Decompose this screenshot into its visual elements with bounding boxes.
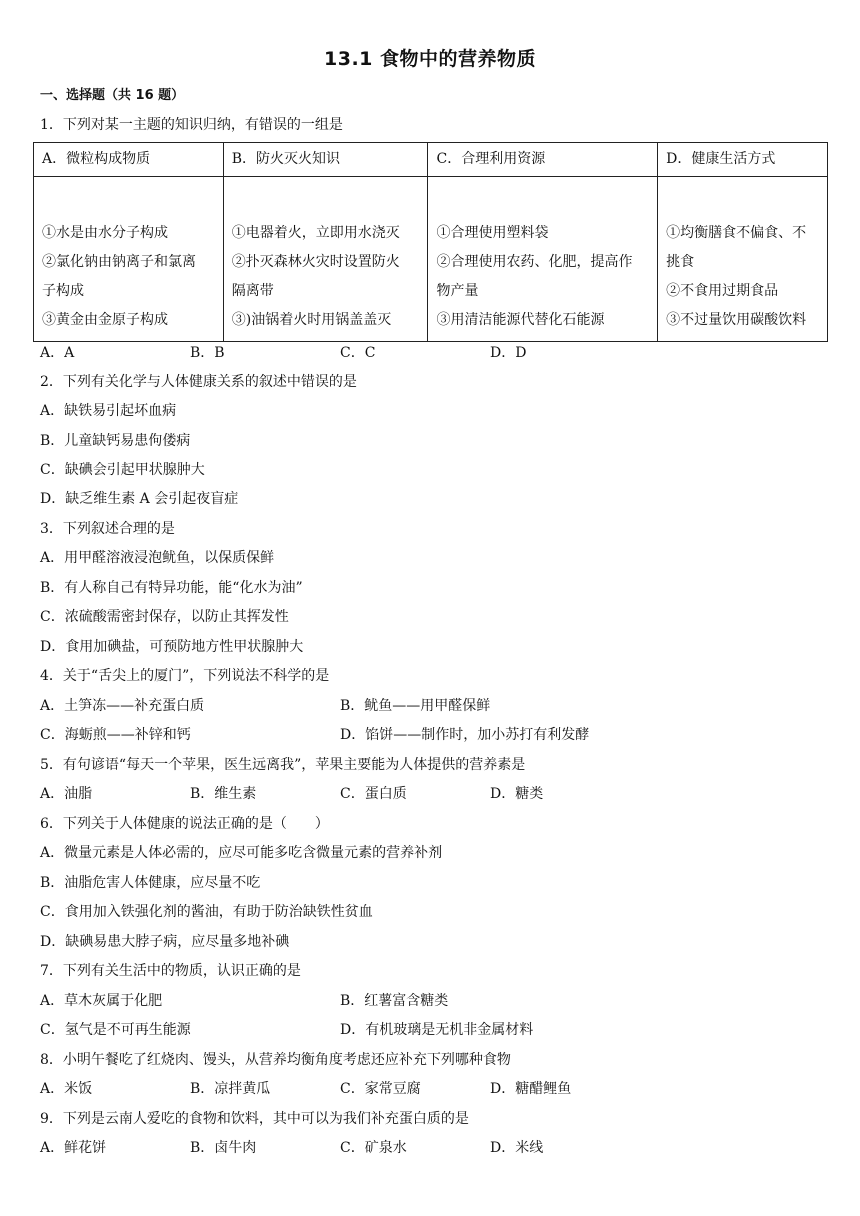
option-c[interactable]: C．浓硫酸需密封保存，以防止其挥发性 xyxy=(40,609,289,625)
option-c[interactable]: C．海蛎煎——补锌和钙 xyxy=(40,727,191,743)
question-8-stem: 8．小明午餐吃了红烧肉、馒头，从营养均衡角度考虑还应补充下列哪种食物 xyxy=(40,1052,511,1068)
cell-line: ②扑灭森林火灾时设置防火 xyxy=(231,254,400,270)
option-a[interactable]: A．用甲醛溶液浸泡鱿鱼，以保质保鲜 xyxy=(40,550,275,566)
question-5-stem: 5．有句谚语“每天一个苹果，医生远离我”，苹果主要能为人体提供的营养素是 xyxy=(40,757,526,773)
question-3-stem: 3．下列叙述合理的是 xyxy=(40,521,175,537)
option-a[interactable]: A．A xyxy=(40,345,75,361)
cell-line: 物产量 xyxy=(436,283,479,299)
option-d[interactable]: D．缺碘易患大脖子病，应尽量多地补碘 xyxy=(40,934,290,950)
knowledge-table xyxy=(33,142,828,342)
question-4-stem: 4．关于“舌尖上的厦门”，下列说法不科学的是 xyxy=(40,668,330,684)
option-a[interactable]: A．鲜花饼 xyxy=(40,1140,107,1156)
cell-line: ②不食用过期食品 xyxy=(666,283,779,299)
cell-line: 子构成 xyxy=(42,283,84,299)
option-b[interactable]: B．儿童缺钙易患佝偻病 xyxy=(40,433,191,449)
option-a[interactable]: A．微量元素是人体必需的，应尽可能多吃含微量元素的营养补剂 xyxy=(40,845,443,861)
option-b[interactable]: B．油脂危害人体健康，应尽量不吃 xyxy=(40,875,261,891)
option-d[interactable]: D．糖类 xyxy=(490,786,544,802)
question-9-stem: 9．下列是云南人爱吃的食物和饮料，其中可以为我们补充蛋白质的是 xyxy=(40,1111,469,1127)
option-c[interactable]: C．矿泉水 xyxy=(340,1140,407,1156)
cell-line: ②合理使用农药、化肥，提高作 xyxy=(436,254,633,270)
option-b[interactable]: B．卤牛肉 xyxy=(190,1140,257,1156)
option-b[interactable]: B．B xyxy=(190,345,225,361)
option-a[interactable]: A．缺铁易引起坏血病 xyxy=(40,403,177,419)
option-d[interactable]: D．糖醋鲤鱼 xyxy=(490,1081,572,1097)
page-title: 13.1 食物中的营养物质 xyxy=(324,48,536,70)
cell-line: ①水是由水分子构成 xyxy=(42,225,168,241)
cell-line: ③黄金由金原子构成 xyxy=(42,312,168,328)
cell-line: ②氯化钠由钠离子和氯离 xyxy=(42,254,196,270)
option-c[interactable]: C．缺碘会引起甲状腺肿大 xyxy=(40,462,205,478)
cell-line: 挑食 xyxy=(666,254,695,270)
table-cell-a xyxy=(34,177,224,342)
option-c[interactable]: C．氢气是不可再生能源 xyxy=(40,1022,191,1038)
table-cell-b xyxy=(223,177,428,342)
cell-line: ③)油锅着火时用锅盖盖灭 xyxy=(231,312,392,328)
option-d[interactable]: D．缺乏维生素 A 会引起夜盲症 xyxy=(40,491,239,507)
cell-line: ③用清洁能源代替化石能源 xyxy=(436,312,605,328)
option-b[interactable]: B．红薯富含糖类 xyxy=(340,993,449,1009)
option-c[interactable]: C．家常豆腐 xyxy=(340,1081,421,1097)
option-c[interactable]: C．蛋白质 xyxy=(340,786,407,802)
section-heading: 一、选择题（共 16 题） xyxy=(40,88,185,103)
question-2-stem: 2．下列有关化学与人体健康关系的叙述中错误的是 xyxy=(40,374,357,390)
option-d[interactable]: D．D xyxy=(490,345,527,361)
table-header-row xyxy=(34,143,828,177)
option-c[interactable]: C．食用加入铁强化剂的酱油，有助于防治缺铁性贫血 xyxy=(40,904,373,920)
option-a[interactable]: A．土笋冻——补充蛋白质 xyxy=(40,698,205,714)
table-header-cell: D．健康生活方式 xyxy=(658,143,828,177)
option-a[interactable]: A．草木灰属于化肥 xyxy=(40,993,163,1009)
question-1-stem: 1．下列对某一主题的知识归纳，有错误的一组是 xyxy=(40,117,343,133)
table-cell-d xyxy=(658,177,828,342)
cell-line: ①均衡膳食不偏食、不 xyxy=(666,225,807,241)
question-7-stem: 7．下列有关生活中的物质，认识正确的是 xyxy=(40,963,301,979)
table-header-cell: C．合理利用资源 xyxy=(428,143,658,177)
option-c[interactable]: C．C xyxy=(340,345,376,361)
cell-line: ①合理使用塑料袋 xyxy=(436,225,549,241)
cell-line: 隔离带 xyxy=(231,283,274,299)
option-d[interactable]: D．食用加碘盐，可预防地方性甲状腺肿大 xyxy=(40,639,304,655)
table-header-cell: B．防火灭火知识 xyxy=(223,143,428,177)
option-a[interactable]: A．米饭 xyxy=(40,1081,93,1097)
table-cell-c xyxy=(428,177,658,342)
option-b[interactable]: B．凉拌黄瓜 xyxy=(190,1081,271,1097)
option-d[interactable]: D．米线 xyxy=(490,1140,544,1156)
option-b[interactable]: B．有人称自己有特异功能，能“化水为油” xyxy=(40,580,303,596)
option-a[interactable]: A．油脂 xyxy=(40,786,93,802)
question-6-stem: 6．下列关于人体健康的说法正确的是（ ） xyxy=(40,816,329,832)
option-b[interactable]: B．鱿鱼——用甲醛保鲜 xyxy=(340,698,491,714)
table-header-cell: A．微粒构成物质 xyxy=(34,143,224,177)
cell-line: ①电器着火，立即用水浇灭 xyxy=(231,225,400,241)
option-d[interactable]: D．有机玻璃是无机非金属材料 xyxy=(340,1022,534,1038)
cell-line: ③不过量饮用碳酸饮料 xyxy=(666,312,807,328)
table-row xyxy=(34,177,828,342)
option-d[interactable]: D．馅饼——制作时，加小苏打有利发酵 xyxy=(340,727,590,743)
option-b[interactable]: B．维生素 xyxy=(190,786,257,802)
